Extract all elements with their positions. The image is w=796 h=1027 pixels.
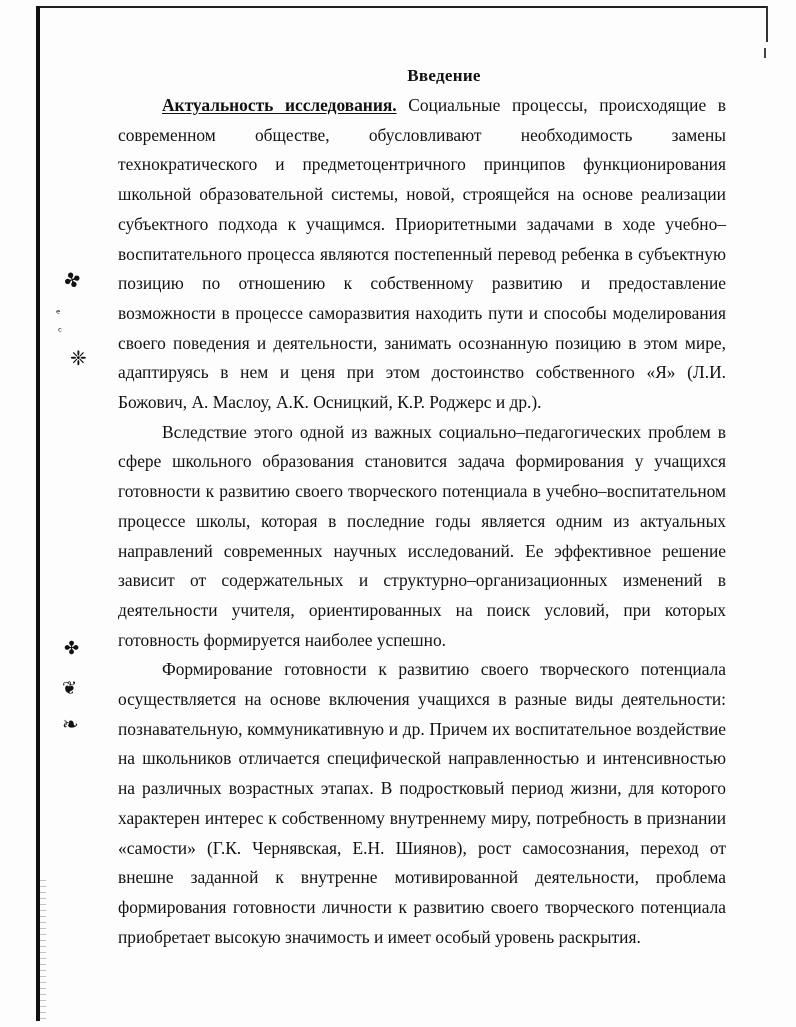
paragraph-text: Формирование готовности к развитию своего творческого потенциала осуществляется на основе включения учащихся в разные виды деятельности: познавательную, коммуникативную и др. Причем их воспитательное воздействие на школьников отличается специфической направленностью и интенсивностью на различных возрастных этапах. В подростковый период жизни, для которого характерен интерес к собственному внутреннему миру, потребность в признании «самости» (Г.К. Чернявская, Е.Н. Шиянов), рост самосознания, переход от внешне заданной к внутренне мотивированной деятельности, проблема формирования готовности личности к развитию своего творческого потенциала приобретает высокую значимость и имеет особый уровень раскрытия. bbox=[118, 659, 726, 947]
binding-hole-mark-icon: ᵉ bbox=[56, 307, 61, 320]
scan-tick-right bbox=[764, 48, 766, 58]
body-text bbox=[118, 91, 726, 952]
ink-blot-icon: ❧ bbox=[62, 712, 79, 736]
paragraph-lead: Актуальность исследования. bbox=[162, 95, 397, 115]
paragraph-2 bbox=[118, 418, 726, 656]
ink-blot-icon: ✤ bbox=[64, 638, 80, 659]
paragraph-text: Социальные процессы, происходящие в современном обществе, обусловливают необходимость замены технократического и предметоцентричного принципов функционирования школьной образовательной системы, новой, строящейся на основе реализации субъектного подхода к учащимся. Приоритетными задачами в ходе учебно–воспитательного процесса являются постепенный перевод ребенка в субъектную позицию по отношению к собственному развитию и предоставление возможности в процессе саморазвития находить пути и способы моделирования своего поведения и деятельности, занимать осознанную позицию в этом мире, адаптируясь в нем и ценя при этом достоинство собственного «Я» (Л.И. Божович, А. Маслоу, А.К. Осницкий, К.Р. Роджерс и др.). bbox=[118, 95, 727, 413]
paragraph-1 bbox=[118, 91, 726, 418]
scan-edge-right bbox=[766, 6, 768, 42]
binding-hole-mark-icon: ᶜ bbox=[58, 325, 63, 338]
ink-blot-icon: ❦ bbox=[62, 678, 78, 699]
scan-noise bbox=[40, 880, 46, 1020]
section-heading: Введение bbox=[407, 66, 481, 85]
paragraph-text: Вследствие этого одной из важных социально–педагогических проблем в сфере школьного образования становится задача формирования у учащихся готовности к развитию своего творческого потенциала в учебно–воспитательном процессе школы, которая в последние годы является одним из актуальных направлений современных научных исследований. Ее эффективное решение зависит от содержательных и структурно–организационных изменений в деятельности учителя, ориентированных на поиск условий, при которых готовность формируется наиболее успешно. bbox=[118, 421, 726, 650]
binding-hole-mark-icon: ✤ bbox=[60, 265, 85, 295]
scan-edge-left bbox=[36, 6, 40, 1021]
binding-hole-mark-icon: ❈ bbox=[70, 346, 87, 370]
scan-edge-top bbox=[36, 6, 766, 8]
paragraph-3 bbox=[118, 655, 726, 952]
